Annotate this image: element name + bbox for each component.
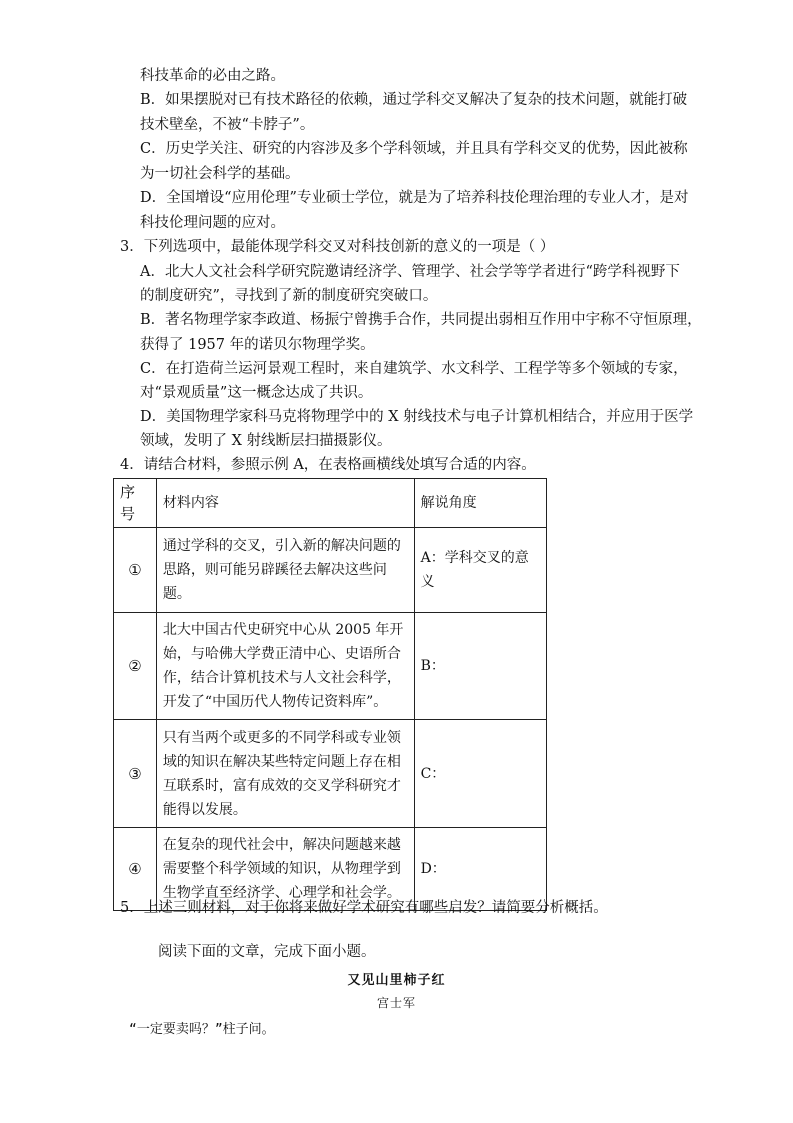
header-material: 材料内容 (162, 495, 219, 511)
row-content: 北大中国古代史研究中心从 2005 年开始，与哈佛大学费正清中心、史语所合作，结合计算机技术与人文社会科学，开发了“中国历代人物传记资料库”。 (162, 622, 404, 710)
option-c-line-2: 为一切社会科学的基础。 (140, 166, 300, 182)
option-d-line-1: D．全国增设“应用伦理”专业硕士学位，就是为了培养科技伦理治理的专业人才，是对 (140, 190, 689, 206)
q3-option-a-line-1: A．北大人文社会科学研究院邀请经济学、管理学、社会学等学者进行“跨学科视野下 (140, 264, 680, 280)
header-number: 序号 (120, 483, 136, 523)
q3-option-c-line-1: C．在打造荷兰运河景观工程时，来自建筑学、水文科学、工程学等多个领域的专家， (140, 361, 688, 377)
article-first-line: “一定要卖吗？”柱子问。 (129, 1022, 275, 1037)
row-number: ② (128, 657, 142, 675)
row-content: 只有当两个或更多的不同学科或专业领域的知识在解决某些特定问题上存在相互联系时，富有成效的交叉学科研究才能得以发展。 (162, 729, 401, 818)
q3-option-c-line-2: 对“景观质量”这一概念达成了共识。 (140, 385, 373, 401)
q3-option-b-line-1: B．著名物理学家李政道、杨振宁曾携手合作，共同提出弱相互作用中宇称不守恒原理， (140, 312, 702, 328)
option-c-line-1: C．历史学关注、研究的内容涉及多个学科领域，并且具有学科交叉的优势，因此被称 (140, 141, 688, 157)
question-3-stem: 3．下列选项中，最能体现学科交叉对科技创新的意义的一项是（ ） (120, 239, 555, 255)
row-angle-blank: D： (420, 861, 446, 877)
row-content: 通过学科的交叉，引入新的解决问题的思路，则可能另辟蹊径去解决这些问题。 (162, 538, 401, 602)
article-title: 又见山里柿子红 (347, 973, 446, 988)
option-a-continuation: 科技革命的必由之路。 (140, 68, 285, 84)
row-number: ① (128, 561, 142, 579)
answer-table (113, 478, 547, 911)
row-angle: A：学科交叉的意义 (420, 550, 529, 590)
table-row (114, 720, 547, 828)
table-row (114, 528, 547, 613)
q3-option-d-line-2: 领域，发明了 X 射线断层扫描摄影仪。 (140, 433, 392, 449)
reading-intro: 阅读下面的文章，完成下面小题。 (158, 944, 376, 960)
header-angle: 解说角度 (420, 495, 477, 511)
article-author: 宫士军 (376, 996, 416, 1010)
q3-option-a-line-2: 的制度研究”，寻找到了新的制度研究突破口。 (140, 288, 438, 304)
table-row (114, 613, 547, 720)
q3-option-b-line-2: 获得了 1957 年的诺贝尔物理学奖。 (140, 337, 375, 353)
question-4-stem: 4．请结合材料，参照示例 A，在表格画横线处填写合适的内容。 (120, 457, 536, 473)
row-number: ③ (128, 764, 142, 783)
table-header-row (114, 479, 547, 528)
option-d-line-2: 科技伦理问题的应对。 (140, 215, 285, 231)
row-number: ④ (128, 860, 142, 878)
row-angle-blank: B： (420, 658, 445, 674)
row-angle-blank: C： (420, 765, 446, 782)
q3-option-d-line-1: D．美国物理学家科马克将物理学中的 X 射线技术与电子计算机相结合，并应用于医学 (140, 409, 694, 425)
option-b-line-1: B．如果摆脱对已有技术路径的依赖，通过学科交叉解决了复杂的技术问题，就能打破 (140, 92, 688, 108)
option-b-line-2: 技术壁垒，不被“卡脖子”。 (140, 117, 315, 133)
row-content: 在复杂的现代社会中，解决问题越来越需要整个科学领域的知识，从物理学到生物学直至经济学、心理学和社会学。 (162, 837, 401, 901)
question-5: 5．上述三则材料，对于你将来做好学术研究有哪些启发？请简要分析概括。 (120, 900, 608, 916)
